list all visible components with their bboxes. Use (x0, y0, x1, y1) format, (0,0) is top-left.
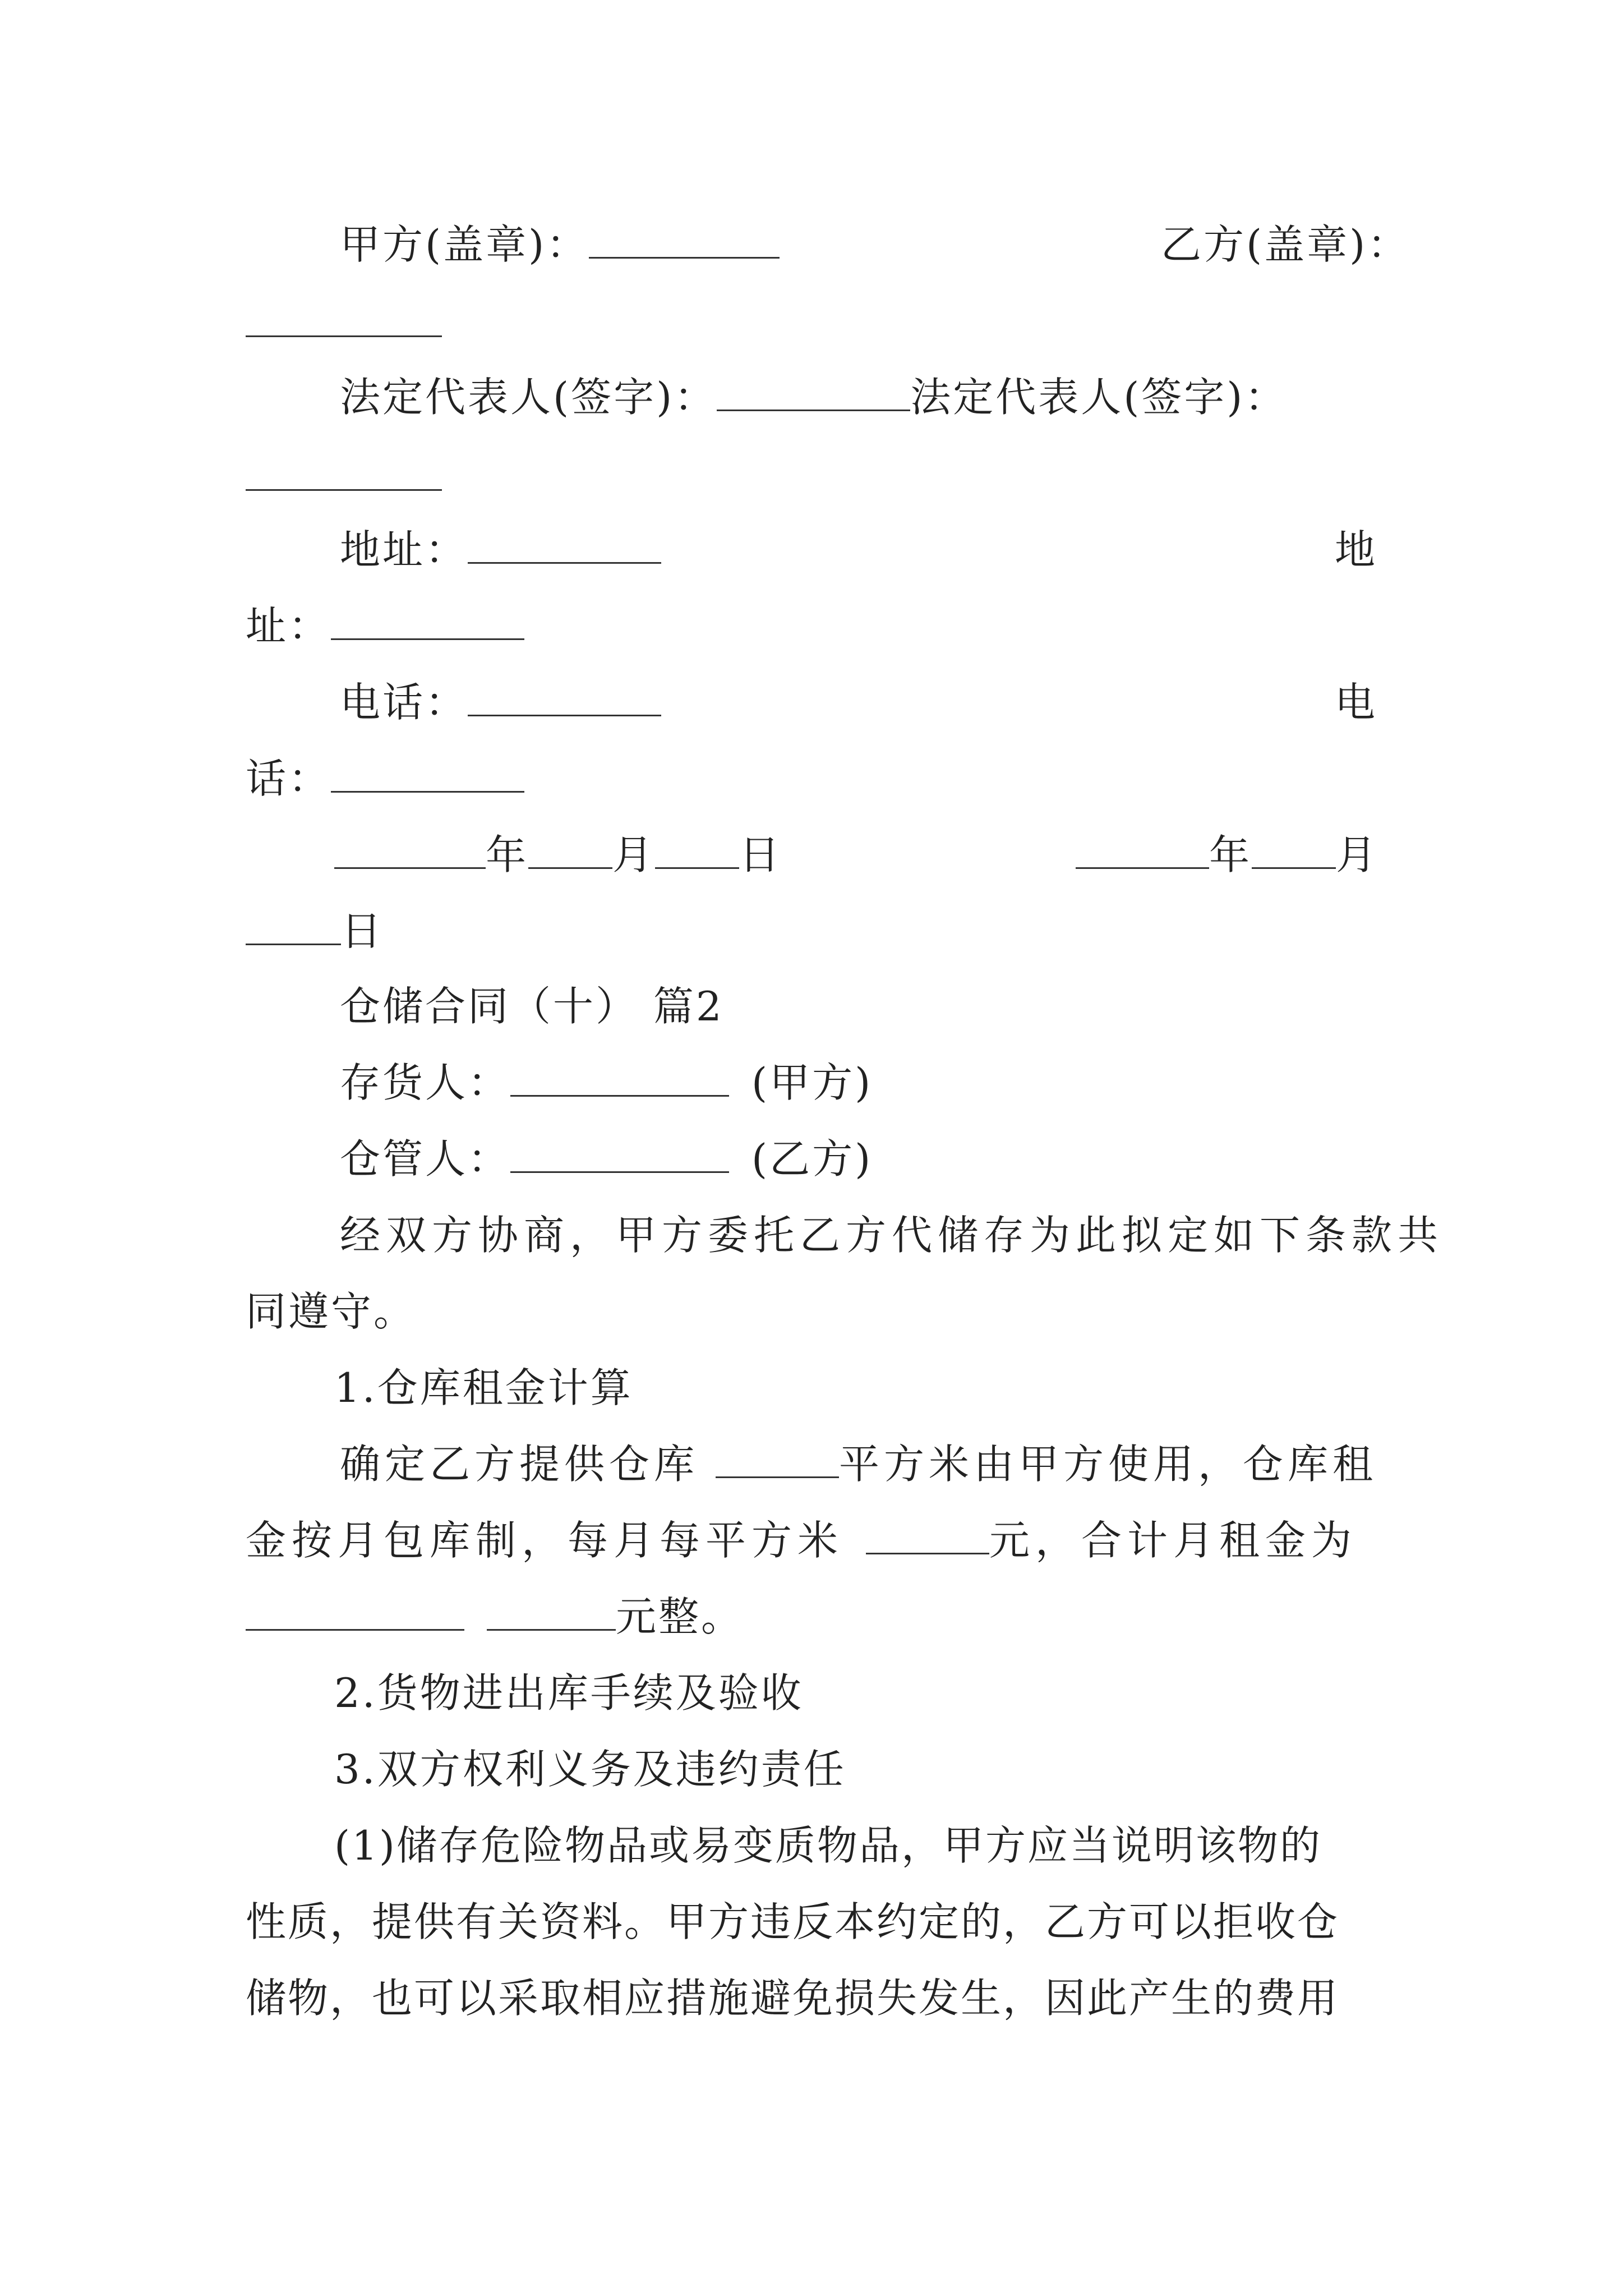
intro-line-2 (246, 1283, 416, 1340)
keeper-blank (510, 1132, 729, 1173)
section1-p1-b: 平方米由甲方使用，仓库租 (839, 1441, 1378, 1488)
party-b-seal-blank-line (246, 295, 442, 351)
depositor-line (340, 1055, 873, 1111)
section3-item1-line-1 (334, 1818, 1322, 1874)
depositor-label: 存货人： (340, 1059, 511, 1106)
date-a-year: 年 (486, 831, 529, 878)
section2-title-text: 2.货物进出库手续及验收 (334, 1669, 804, 1717)
depositor-role: (甲方) (751, 1059, 873, 1106)
address-b-second: 址： (246, 602, 331, 650)
section3-title (334, 1741, 846, 1797)
keeper-role: (乙方) (751, 1135, 873, 1182)
depositor-blank (510, 1056, 729, 1097)
date-b-year: 年 (1209, 831, 1252, 878)
date-a-month: 月 (612, 831, 656, 878)
party-a-seal-blank (589, 218, 780, 259)
party-b-seal-line (1161, 217, 1410, 273)
section1-area-blank (716, 1437, 839, 1478)
contract-title (340, 978, 724, 1034)
section1-p2-b: 元，合计月租金为 (989, 1517, 1358, 1564)
intro-text-2: 同遵守。 (246, 1288, 417, 1335)
legal-rep-a-blank (717, 370, 910, 411)
party-b-seal-label: 乙方(盖章)： (1161, 221, 1410, 268)
legal-rep-line (340, 369, 1287, 425)
phone-b-first: 电 (1335, 679, 1378, 726)
date-b-line (1076, 827, 1378, 883)
section1-total-blank-2 (487, 1590, 616, 1631)
legal-rep-b-blank (246, 450, 442, 491)
date-a-month-blank (528, 828, 612, 869)
keeper-line (340, 1131, 873, 1187)
legal-rep-a-label: 法定代表人(签字)： (340, 374, 717, 421)
phone-a-label: 电话： (340, 679, 468, 726)
section1-p3: 元整。 (616, 1593, 744, 1640)
contract-title-text: 仓储合同（十） 篇2 (340, 983, 724, 1030)
address-b-first: 地 (1335, 526, 1378, 573)
date-b-year-blank (1076, 828, 1209, 869)
address-b-first-line (1335, 522, 1377, 578)
address-a-blank (468, 523, 661, 564)
section1-line-1 (340, 1436, 1377, 1492)
party-a-seal-line (340, 217, 780, 273)
phone-b-blank (331, 752, 524, 793)
section1-line-2 (246, 1512, 1357, 1568)
intro-line-1 (340, 1207, 1444, 1263)
party-b-seal-blank (246, 296, 442, 337)
party-a-seal-label: 甲方(盖章)： (340, 221, 589, 268)
legal-rep-b-blank-line (246, 449, 442, 505)
section2-title (334, 1665, 804, 1721)
section3-item1-text-2: 性质，提供有关资料。甲方违反本约定的，乙方可以拒收仓 (246, 1898, 1340, 1945)
date-a-year-blank (334, 828, 486, 869)
intro-text-1: 经双方协商，甲方委托乙方代储存为此拟定如下条款共 (340, 1212, 1444, 1259)
phone-b-first-line (1335, 674, 1377, 730)
section1-title-text: 1.仓库租金计算 (334, 1364, 633, 1411)
date-b-day-blank (246, 904, 341, 945)
date-b-day-line (246, 903, 384, 959)
phone-a-line (340, 674, 661, 730)
date-a-day: 日 (739, 831, 782, 878)
phone-b-second: 话： (246, 755, 331, 802)
address-a-line (340, 522, 661, 578)
section1-p2-a: 金按月包库制，每月每平方米 (246, 1517, 844, 1564)
legal-rep-b-label: 法定代表人(签字)： (910, 374, 1288, 421)
date-a-line (334, 827, 782, 883)
phone-b-second-line (246, 751, 524, 807)
section1-p1-a: 确定乙方提供仓库 (340, 1441, 699, 1488)
section3-item1-text-3: 储物，也可以采取相应措施避免损失发生，因此产生的费用 (246, 1975, 1340, 2022)
section3-item1-text-1: (1)储存危险物品或易变质物品，甲方应当说明该物的 (334, 1822, 1322, 1869)
section1-line-3 (246, 1589, 744, 1645)
date-a-day-blank (655, 828, 739, 869)
date-b-day: 日 (341, 908, 384, 955)
address-a-label: 地址： (340, 526, 468, 573)
keeper-label: 仓管人： (340, 1135, 511, 1182)
section1-price-blank (866, 1513, 989, 1554)
address-b-second-line (246, 598, 524, 654)
section3-title-text: 3.双方权利义务及违约责任 (334, 1746, 846, 1793)
phone-a-blank (468, 675, 661, 716)
date-b-month-blank (1252, 828, 1336, 869)
section3-item1-line-3 (246, 1970, 1339, 2026)
address-b-blank (331, 599, 524, 640)
section1-title (334, 1360, 633, 1416)
date-b-month: 月 (1336, 831, 1379, 878)
section1-total-blank-1 (246, 1590, 464, 1631)
section3-item1-line-2 (246, 1894, 1339, 1950)
